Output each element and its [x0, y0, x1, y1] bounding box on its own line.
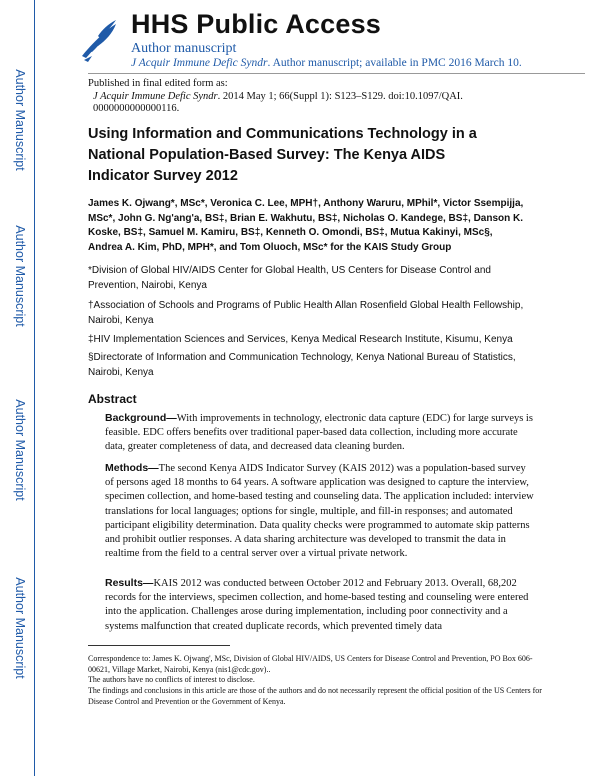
footnote-correspondence: Correspondence to: James K. Ojwang', MSc, Division of Global HIV/AIDS, US Centers for Disease Control and Prevention, PO Box 606-00621, Village Market, Nairobi, Kenya (nis1@cdc.gov)..	[88, 654, 533, 674]
hhs-title: HHS Public Access	[131, 9, 381, 39]
affiliation: †Association of Schools and Programs of Public Health Allan Rosenfield Global Health Fellowship, Nairobi, Kenya	[88, 300, 524, 326]
sidebar-label: Author Manuscript	[13, 225, 27, 327]
abstract-heading: Abstract	[88, 392, 137, 406]
affiliation: ‡HIV Implementation Sciences and Services, Kenya Medical Research Institute, Kisumu, Kenya	[88, 334, 513, 345]
article-title: Using Information and Communications Technology in a National Population-Based Survey: The Kenya AIDS Indicator Survey 2012	[88, 126, 477, 184]
hhs-eagle-logo-icon	[78, 16, 120, 62]
hhs-citation: J Acquir Immune Defic Syndr. Author manuscript; available in PMC 2016 March 10.	[131, 57, 522, 69]
sidebar-rule	[34, 0, 35, 776]
abstract-methods: Methods—The second Kenya AIDS Indicator Survey (KAIS 2012) was a population-based survey of persons aged 18 months to 64 years. A software application was designed to capture the interview, specimen collection, and home-based testing and counseling data. The application included: interview translations for local languages; options for single, multiple, and fill-in responses; and automated participant eligibility determination. Data quality checks were programmed to automate skip patterns and prohibit outlier responses. A data sharing architecture was developed to transmit the data in realtime from the field to a central server over a virtual private network.	[105, 462, 534, 560]
header-divider	[88, 73, 585, 74]
footnote-divider	[88, 645, 230, 646]
author-list: James K. Ojwang*, MSc*, Veronica C. Lee, MPH†, Anthony Waruru, MPhil*, Victor Ssempijja, MSc*, John G. Ng'ang'a, BS‡, Brian E. Wakhutu, BS‡, Nicholas O. Kandege, BS‡, Danson K. Koske, BS‡, Samuel M. Kamiru, BS‡, Kenneth O. Omondi, BS‡, Mutua Kakinyi, MSc§, Andrea A. Kim, PhD, MPH*, and Tom Oluoch, MSc* for the KAIS Study Group	[88, 198, 524, 253]
abstract-results: Results—KAIS 2012 was conducted between October 2012 and February 2013. Overall, 68,202 records for the interviews, specimen collection, and home-based testing and counseling were entered into the application. Challenges arose during implementation, including poor connectivity and a systems malfunction that created duplicate records, which prevented timely data	[105, 577, 529, 632]
affiliation: *Division of Global HIV/AIDS Center for Global Health, US Centers for Disease Control and Prevention, Nairobi, Kenya	[88, 265, 491, 291]
abstract-background: Background—With improvements in technology, electronic data capture (EDC) for large surveys is feasible. EDC offers benefits over traditional paper-based data collection, including more accurate data, greater completeness of data, and decreased data cleaning burden.	[105, 412, 533, 453]
sidebar-label: Author Manuscript	[13, 399, 27, 501]
hhs-subtitle: Author manuscript	[131, 41, 237, 56]
publication-info: Published in final edited form as: J Acquir Immune Defic Syndr. 2014 May 1; 66(Suppl 1): S123–S129. doi:10.1097/QAI. 0000000000000116.	[88, 78, 463, 114]
footnote-disclaimer: The findings and conclusions in this article are those of the authors and do not necessarily represent the official position of the US Centers for Disease Control and Prevention or the Government of Kenya.	[88, 686, 542, 706]
sidebar-label: Author Manuscript	[13, 577, 27, 679]
footnote-conflicts: The authors have no conflicts of interest to disclose.	[88, 675, 255, 684]
sidebar-label: Author Manuscript	[13, 69, 27, 171]
affiliation: §Directorate of Information and Communication Technology, Kenya National Bureau of Statistics, Nairobi, Kenya	[88, 352, 516, 378]
